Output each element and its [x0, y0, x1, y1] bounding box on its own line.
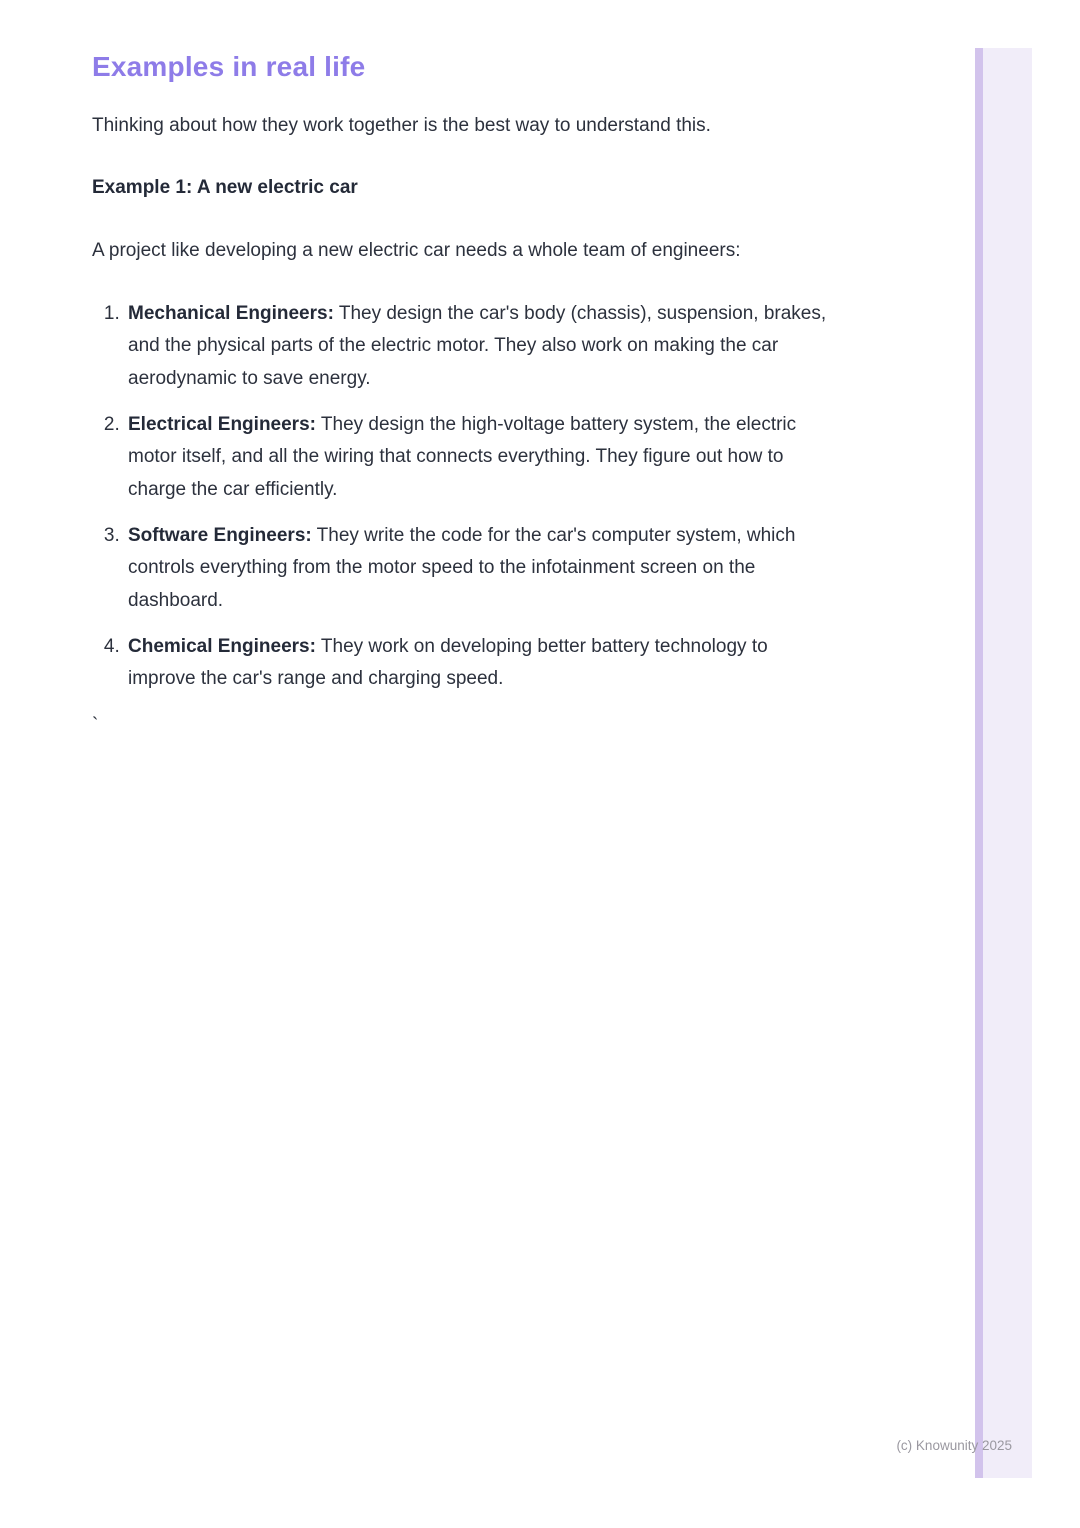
- engineer-list: [92, 298, 852, 696]
- list-item-text: They design the car's body (chassis), suspension, brakes, and the physical parts of the electric motor. They also work on making the car aerodynamic to save energy.: [128, 302, 827, 389]
- list-item-label: Electrical Engineers:: [128, 413, 316, 435]
- example-intro-paragraph: A project like developing a new electric car needs a whole team of engineers:: [92, 239, 741, 261]
- list-item-label: Mechanical Engineers:: [128, 302, 334, 324]
- footer-copyright: (c) Knowunity 2025: [896, 1438, 1012, 1453]
- right-lavender-panel: [983, 48, 1032, 1478]
- list-item-text: They design the high-voltage battery system, the electric motor itself, and all the wiring that connects everything. They figure out how to charge the car efficiently.: [128, 413, 797, 500]
- list-item: [125, 631, 837, 696]
- right-accent-bar: [975, 48, 983, 1478]
- page-title: Examples in real life: [92, 51, 366, 82]
- stray-backtick-character: `: [92, 715, 99, 736]
- document-content: [92, 50, 852, 743]
- list-item: [125, 520, 837, 618]
- list-item-text: They work on developing better battery technology to improve the car's range and charging speed.: [128, 635, 768, 690]
- list-item: [125, 298, 837, 396]
- list-item-label: Chemical Engineers:: [128, 635, 316, 657]
- list-item: [125, 409, 837, 507]
- example-heading: Example 1: A new electric car: [92, 177, 358, 199]
- intro-paragraph: Thinking about how they work together is the best way to understand this.: [92, 114, 711, 136]
- list-item-label: Software Engineers:: [128, 524, 312, 546]
- list-item-text: They write the code for the car's computer system, which controls everything from the motor speed to the infotainment screen on the dashboard.: [128, 524, 796, 611]
